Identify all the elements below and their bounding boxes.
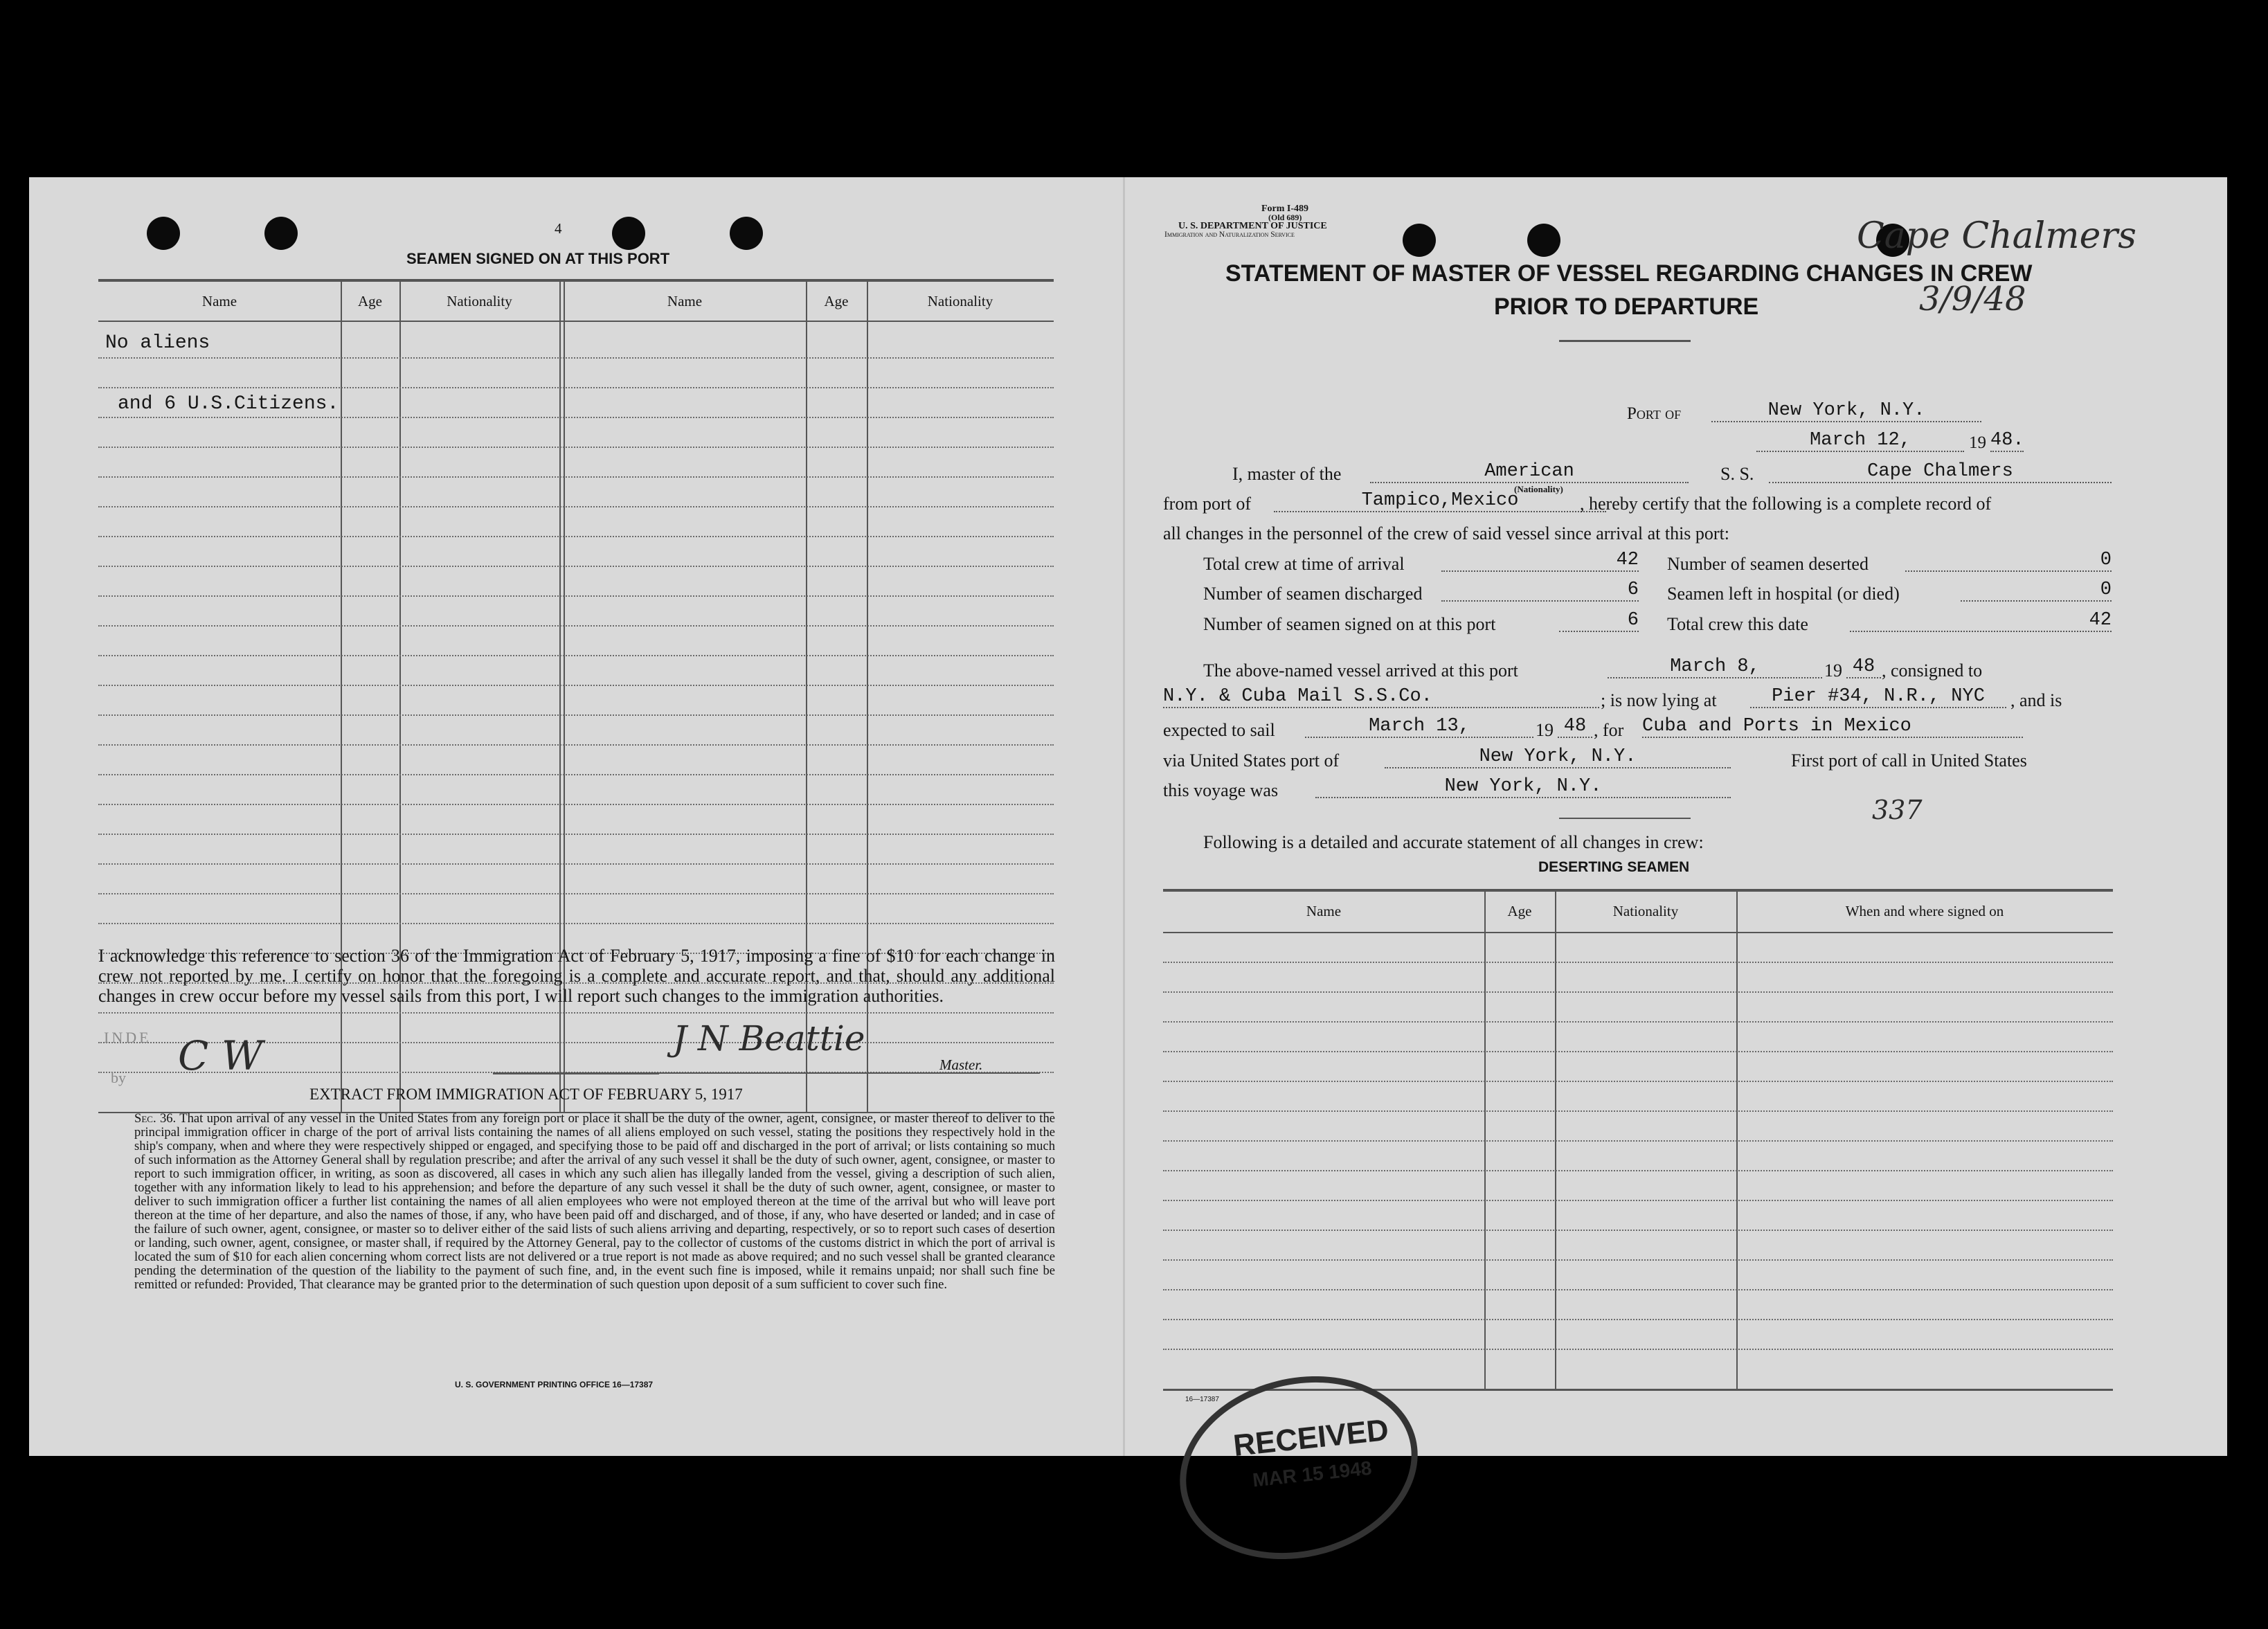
footer-code: 16—17387 (1185, 1396, 1219, 1403)
page-fold (1123, 177, 1125, 1456)
sail-date-field: March 13, (1305, 716, 1533, 738)
destination-field: Cuba and Ports in Mexico (1642, 716, 2023, 738)
col-nationality: Nationality (1612, 903, 1679, 919)
port-field: New York, N.Y. (1711, 400, 1981, 422)
sec-label: Sec. 36. (134, 1111, 177, 1126)
punch-hole (1403, 224, 1436, 257)
lying-text: ; is now lying at (1601, 690, 1717, 710)
seamen-signed-on-title: SEAMEN SIGNED ON AT THIS PORT (406, 250, 670, 267)
extract-title: EXTRACT FROM IMMIGRATION ACT OF FEBRUARY 5, 1917 (309, 1086, 743, 1103)
and-is-text: , and is (2010, 690, 2062, 710)
number-337: 337 (1872, 795, 1923, 825)
index-by: by (111, 1069, 126, 1086)
department: U. S. DEPARTMENT OF JUSTICE (1178, 221, 1327, 231)
from-port-field: Tampico,Mexico (1274, 490, 1606, 512)
stat-value: 42 (1850, 610, 2112, 632)
via-text: via United States port of (1163, 750, 1340, 771)
col-age: Age (358, 293, 382, 309)
port-label: Port of (1627, 404, 1682, 423)
certify-text: , hereby certify that the following is a complete record of (1580, 494, 1992, 514)
all-changes-text: all changes in the personnel of the crew of said vessel since arrival at this port: (1163, 523, 1730, 543)
sail-year-field: 48 (1558, 716, 1592, 738)
expected-text: expected to sail (1163, 720, 1275, 740)
punch-hole (730, 217, 763, 250)
deserting-title: DESERTING SEAMEN (1538, 859, 1690, 875)
stamp-date: MAR 15 1948 (1251, 1457, 1373, 1491)
first-port-field: New York, N.Y. (1315, 776, 1731, 798)
form-title-2: PRIOR TO DEPARTURE (1494, 294, 1759, 320)
stat-label: Number of seamen deserted (1667, 554, 1869, 574)
consigned-text: , consigned to (1882, 660, 1983, 681)
arrived-text: The above-named vessel arrived at this port (1203, 660, 1518, 681)
index-stamp: INDE (104, 1029, 152, 1046)
acknowledgement-text: I acknowledge this reference to section 36 of the Immigration Act of February 5, 1917, imposing a fine of $10 for each change in crew not reported by me. I certify on honor that the foregoing is a complete and accurate report, and that, should any additional changes in crew occur before my vessel sails from this port, I will report such changes to the immigration authorities. (98, 946, 1055, 1006)
col-age: Age (1507, 903, 1532, 919)
master-label: Master. (939, 1056, 983, 1073)
nationality-caption: (Nationality) (1514, 484, 1563, 494)
handwritten-date: 3/9/48 (1919, 280, 2026, 318)
stat-label: Total crew at time of arrival (1203, 554, 1405, 574)
year-field: 48. (1990, 430, 2024, 451)
col-signed-on: When and where signed on (1845, 903, 2004, 919)
punch-hole (612, 217, 645, 250)
stamp-text: RECEIVED (1232, 1412, 1391, 1464)
form-old: (Old 689) (1268, 213, 1302, 222)
document-sheet: 4 SEAMEN SIGNED ON AT THIS PORT Name Age Nationality Name Age Nationality No aliens and 6 U.S.Citizens. I acknowledge this reference to section 36 of the Immigration Act of February 5, 1917, imposing a fine of $10 for each change in crew not reported by me. I certify on honor that the foregoing is a complete and accurate report, and that, should any additional changes in crew occur before my vessel sails from this port, I will report such changes to the immigration authorities. INDE by C W J N Beattie Master. EXTRACT FROM IMMIGRATION ACT OF FEBRUARY 5, 1917 Sec. 36. That upon arrival of any vessel in the United States from any foreign port or place it shall be the duty of the owner, agent, consignee, or master thereof to deliver to the principal immigration officer in charge of the port of arrival lists containing the names of all aliens employed on such vessel, stating the positions they respectively hold in the ship's company, when and where they were respectively shipped or engaged, and specifying those to be paid off and discharged in the port of arrival; or lists containing so much of such information as the Attorney General shall by regulation prescribe; and after the arrival of any such vessel it shall be the duty of such owner, agent, consignee, or master to report to such immigration officer, in writing, as soon as discovered, all cases in which any such alien has illegally landed from the vessel, giving a description of such alien, together with any information likely to lead to his apprehension; and before the departure of any such vessel it shall be the duty of such owner, agent, consignee, or master to deliver to such immigration officer a further list containing the names of all alien employees who were not employed thereon at the time of the arrival but who will leave port thereon at the time of her departure, and also the names of those, if any, who have been paid off and discharged, and of those, if any, who have deserted or landed; and in case of the failure of such owner, agent, consignee, or master so to deliver either of the said lists of such aliens arriving and departing, respectively, or so to report such cases of desertion or landing, such owner, agent, consignee, or master shall, if required by the Attorney General, pay to the collector of customs of the customs district in which the port of arrival is located the sum of $10 for each alien concerning whom correct lists are not delivered or a true report is not made as above required; and no such vessel shall be granted clearance pending the determination of the question of the liability to the payment of such fine, and, in the event such fine is imposed, while it remains unpaid; nor shall such fine be remitted or refunded: Provided, That clearance may be granted prior to the determination of such question upon deposit of a sum sufficient to cover such fine. U. S. GOVERNMENT PRINTING OFFICE 16—17387 Form I-489 (Old 689) U. S. DEPARTMENT OF JUSTICE Immigration and Naturalization Service STATEMENT OF MASTER OF VESSEL REGARDING CHANGES IN CREW PRIOR TO DEPARTURE Cape Chalmers 3/9/48 Port of New York, N.Y. March 12, 19 48. I, master of the American (Nationality) S. S. Cape Chalmers from port of Tampico,Mexico , hereby certify that the following is a complete record of all changes in the personnel of the crew of said vessel since arrival at this port: Total crew at time of arrival 42 Number of seamen discharged 6 Number of seamen signed on at this port 6 Number of seamen deserted 0 Seamen left in hospital (or died) 0 Total crew this date 42 The above-named vessel arrived at this port March 8, 19 48 , consigned to N.Y. & Cuba Mail S.S.Co. ; is now lying at Pier #34, N.R., NYC , and is expected to sail March 13, 19 48 , for Cuba and Ports in Mexico via United States port of New York, N.Y. First port of call in United States this voyage was New York, N.Y. 337 Following is a detailed and accurate statement of all changes in crew: DESERTING SEAMEN Name Age Nationality When and where signed on RECEIVED MAR 15 1948 16—17387 (29, 177, 2227, 1456)
punch-hole (1527, 224, 1560, 257)
punch-hole (264, 217, 298, 250)
nationality-field: American (1370, 461, 1689, 483)
ss-label: S. S. (1720, 464, 1754, 484)
index-initials: C W (178, 1032, 263, 1079)
col-nationality: Nationality (927, 293, 993, 309)
stat-label: Number of seamen signed on at this port (1203, 614, 1496, 634)
stat-value: 42 (1441, 550, 1639, 572)
via-field: New York, N.Y. (1385, 746, 1731, 768)
year-prefix: 19 (1969, 433, 1986, 452)
arrived-date-field: March 8, (1608, 656, 1822, 678)
stat-value: 0 (1905, 550, 2112, 572)
page-number: 4 (555, 220, 562, 237)
col-name: Name (201, 293, 237, 309)
col-age: Age (824, 293, 849, 309)
stat-label: Seamen left in hospital (or died) (1667, 584, 1900, 604)
table-entry: No aliens (105, 332, 210, 354)
stat-value: 6 (1441, 579, 1639, 602)
following-text: Following is a detailed and accurate statement of all changes in crew: (1203, 832, 1704, 852)
printing-office: U. S. GOVERNMENT PRINTING OFFICE 16—17387 (455, 1380, 654, 1389)
stat-label: Total crew this date (1667, 614, 1808, 634)
received-stamp (1160, 1352, 1437, 1584)
punch-hole (147, 217, 180, 250)
master-text: I, master of the (1232, 464, 1342, 484)
from-port-label: from port of (1163, 494, 1252, 514)
stat-value: 0 (1961, 579, 2112, 602)
col-name: Name (667, 293, 703, 309)
service: Immigration and Naturalization Service (1164, 231, 1295, 239)
col-name: Name (1306, 903, 1342, 919)
first-port-text: First port of call in United States (1791, 750, 2027, 771)
date-field: March 12, (1756, 430, 1964, 452)
stat-label: Number of seamen discharged (1203, 584, 1423, 604)
col-nationality: Nationality (447, 293, 512, 309)
pier-field: Pier #34, N.R., NYC (1750, 686, 2006, 708)
handwritten-vessel: Cape Chalmers (1857, 215, 2136, 257)
vessel-name-field: Cape Chalmers (1769, 461, 2112, 483)
form-number: Form I-489 (1261, 204, 1309, 214)
extract-text: That upon arrival of any vessel in the United States from any foreign port or place it shall be the duty of the owner, agent, consignee, or master thereof to deliver to the principal immigration officer in charge of the port of arrival lists containing the names of all aliens employed on such vessel, stating the positions they respectively hold in the ship's company, when and where they were respectively shipped or engaged, and specifying those to be paid off and discharged in the port of arrival; or lists containing so much of such information as the Attorney General shall by regulation prescribe; and after the arrival of any such vessel it shall be the duty of such owner, agent, consignee, or master to report to such immigration officer, in writing, as soon as discovered, all cases in which any such alien has illegally landed from the vessel, giving a description of such alien, together with any information likely to lead to his apprehension; and before the departure of any such vessel it shall be the duty of such owner, agent, consignee, or master to deliver to such immigration officer a further list containing the names of all alien employees who were not employed thereon at the time of the arrival but who will leave port thereon at the time of her departure, and also the names of those, if any, who have been paid off and discharged, and of those, if any, who have deserted or landed; and in case of the failure of such owner, agent, consignee, or master so to deliver either of the said lists of such aliens arriving and departing, respectively, or so to report such cases of desertion or landing, such owner, agent, consignee, or master shall, if required by the Attorney General, pay to the collector of customs of the customs district in which the port of arrival is located the sum of $10 for each alien concerning whom correct lists are not delivered or a true report is not made as above required; and no such vessel shall be granted clearance pending the determination of the question of the liability to the payment of such fine, and, in the event such fine is imposed, while it remains unpaid; nor shall such fine be remitted or refunded: Provided, That clearance may be granted prior to the determination of such question upon deposit of a sum sufficient to cover such fine. (134, 1111, 1055, 1292)
extract-body (134, 1112, 1055, 1292)
this-voyage-text: this voyage was (1163, 780, 1279, 800)
arrived-year-field: 48 (1846, 656, 1881, 678)
for-text: , for (1594, 720, 1624, 740)
stat-value: 6 (1559, 610, 1639, 632)
master-signature: J N Beattie (673, 1018, 865, 1059)
form-title: STATEMENT OF MASTER OF VESSEL REGARDING CHANGES IN CREW (1225, 260, 2033, 287)
table-entry: and 6 U.S.Citizens. (118, 393, 339, 415)
consignee-field: N.Y. & Cuba Mail S.S.Co. (1163, 686, 1599, 708)
